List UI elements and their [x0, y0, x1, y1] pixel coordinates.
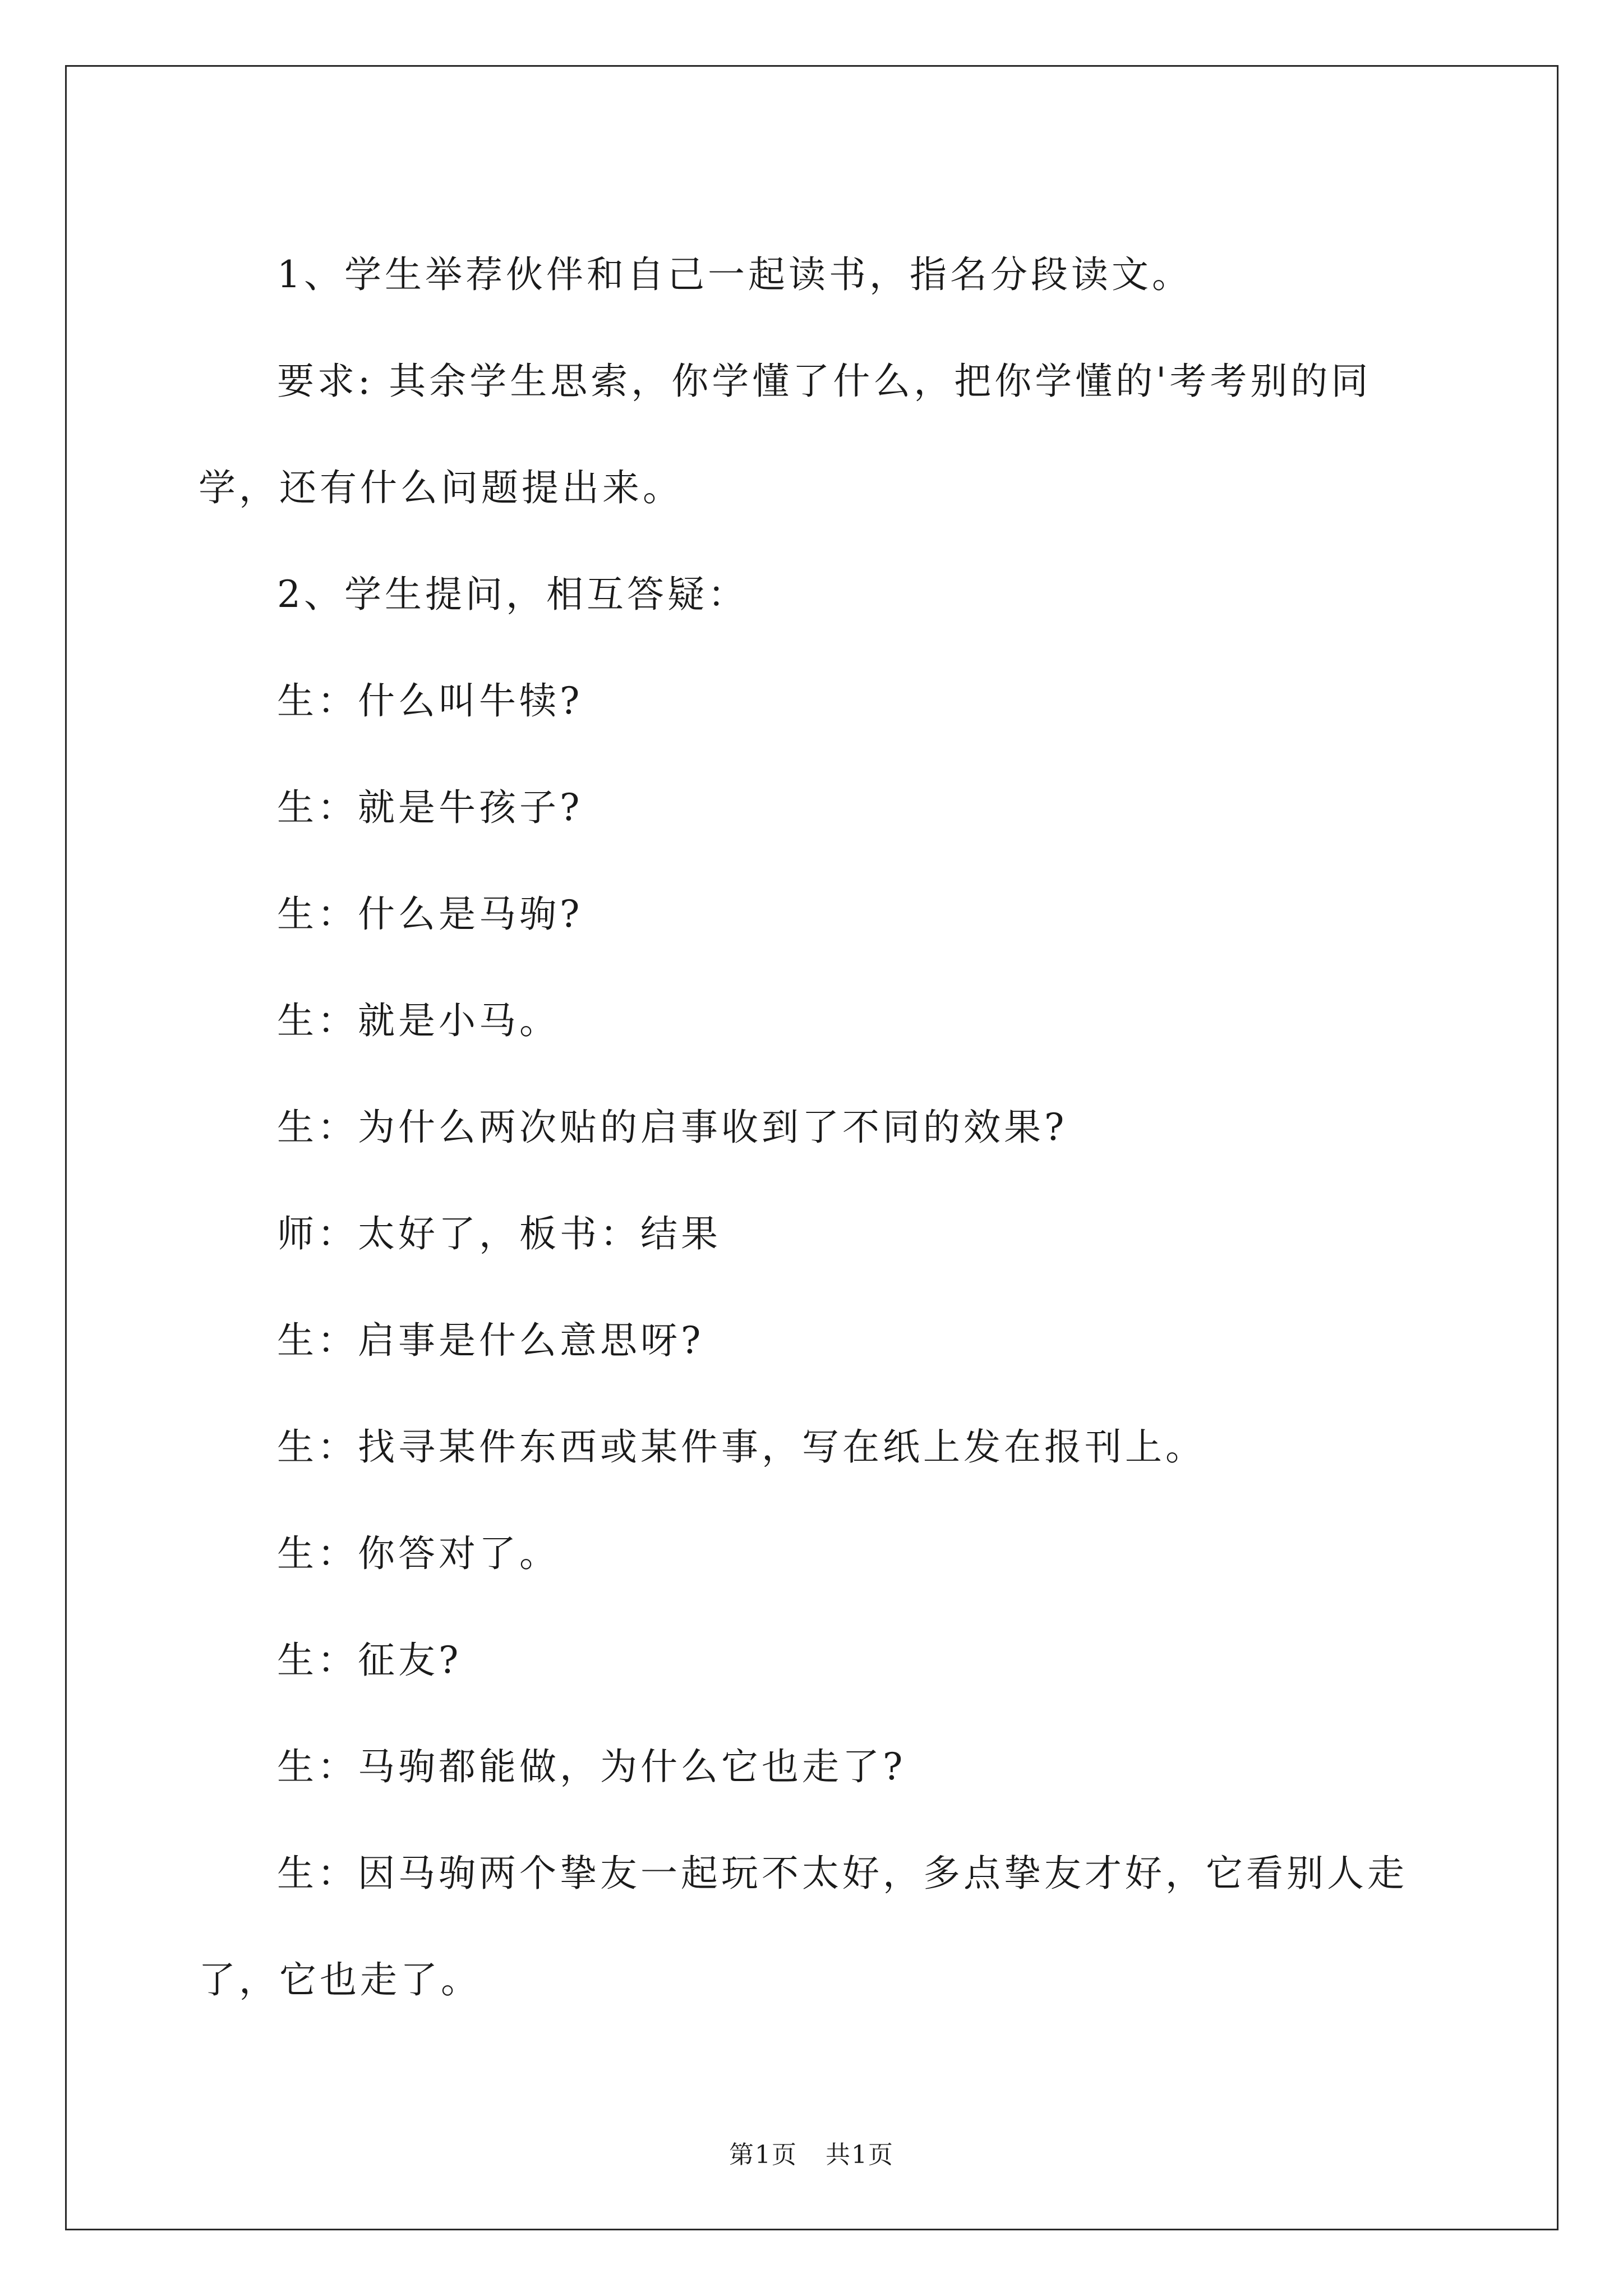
paragraph: 生：什么叫牛犊?: [277, 679, 583, 723]
page-footer: [0, 2134, 1623, 2170]
paragraph: 2、学生提问，相互答疑：: [277, 573, 748, 616]
document-body: [199, 222, 1432, 2033]
paragraph: 生：启事是什么意思呀?: [277, 1319, 704, 1362]
paragraph: 生：就是牛孩子?: [277, 786, 583, 829]
paragraph: 生：为什么两次贴的启事收到了不同的效果?: [277, 1106, 1068, 1149]
page-number-current: 第1页: [729, 2141, 797, 2169]
paragraph: 生：你答对了。: [277, 1532, 560, 1575]
paragraph: 师：太好了，板书：结果: [277, 1212, 721, 1255]
paragraph: 要求: 其余学生思索，你学懂了什么，把你学懂的'考考别的同学，还有什么问题提出来。: [199, 360, 1372, 509]
paragraph: 生：马驹都能做，为什么它也走了?: [277, 1745, 906, 1788]
paragraph: 生：因马驹两个挚友一起玩不太好，多点挚友才好，它看别人走了，它也走了。: [199, 1852, 1408, 2001]
paragraph: 生：什么是马驹?: [277, 892, 583, 936]
paragraph: 生：找寻某件东西或某件事，写在纸上发在报刊上。: [277, 1425, 1206, 1469]
paragraph: 生：就是小马。: [277, 999, 560, 1042]
paragraph: 1、学生举荐伙伴和自己一起读书，指名分段读文。: [277, 253, 1192, 296]
paragraph: 生：征友?: [277, 1639, 462, 1682]
page-number-total: 共1页: [826, 2141, 894, 2169]
